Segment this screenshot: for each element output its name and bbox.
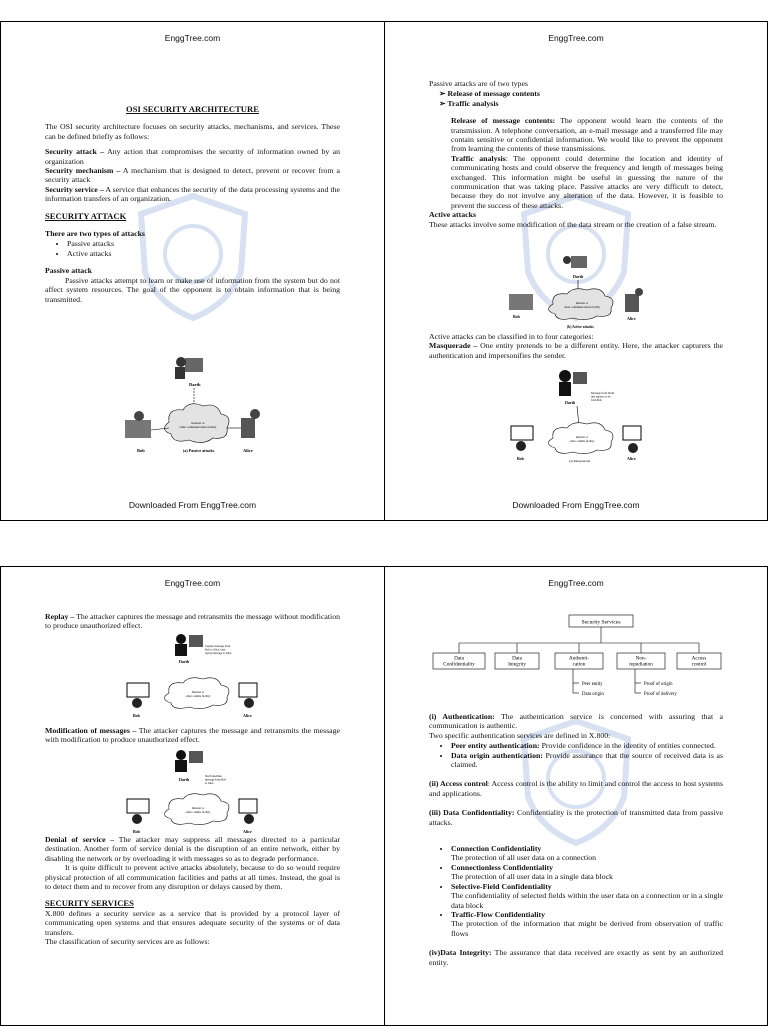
dos-paragraph: Denial of service – The attacker may suppress all messages directed to a particular destination. Another form of service denial is the disruption of an entire network, either by disabling the network or by overloading it with messages so as to degrade performance.	[45, 835, 341, 863]
page-2-body-lower	[429, 332, 723, 360]
release-paragraph: Release of message contents: The opponent would learn the contents of the transmission. A telephone conversation, an e-mail message and a transferred file may contain sensitive or confidential information. We would like to prevent the opponent from learning the contents of these transmissions.	[451, 116, 723, 154]
diagram-root-label: Security Services	[581, 619, 621, 626]
page-footer: Downloaded From EnggTree.com	[512, 500, 640, 510]
page-2-body	[429, 79, 723, 229]
alice-computer-icon	[239, 683, 257, 708]
figure-label-cloud: Internet or other communications facility	[564, 301, 600, 309]
bob-computer-icon	[509, 294, 533, 310]
figure-caption: (b) Active attacks	[567, 325, 594, 329]
active-attack-figure	[503, 254, 653, 330]
figure-note: Capture message from Bob to Alice; later replay message to Alice	[205, 645, 232, 655]
list-item: • Connectionless Confidentiality The protection of all user data in a single data block	[451, 863, 723, 882]
bob-computer-icon	[511, 426, 533, 451]
figure-label-alice: Alice	[243, 829, 252, 834]
diagram-sub-peer-entity: Peer entity	[582, 682, 603, 687]
bob-computer-icon	[127, 683, 149, 708]
authentication-paragraph: (i) Authentication: The authentication service is concerned with assuring that a communication is authentic.	[429, 712, 723, 731]
page-header: EnggTree.com	[164, 578, 221, 588]
authentication-services-intro: Two specific authentication services are defined in X.800:	[429, 730, 611, 740]
figure-label-bob: Bob	[133, 713, 140, 718]
darth-computer-icon	[175, 634, 203, 656]
list-item: • Passive attacks	[67, 239, 340, 248]
figure-label-darth: Darth	[189, 382, 201, 387]
classification-text: The classification of security services are as follows:	[45, 937, 210, 947]
diagram-node-nonrepudiation: Non-repudiation	[629, 655, 653, 668]
page-header: EnggTree.com	[164, 33, 221, 43]
figure-label-alice: Alice	[627, 456, 636, 461]
diagram-node-confidentiality: Data Confidentiality	[443, 655, 475, 668]
darth-computer-icon	[559, 370, 587, 396]
passive-types-intro: Passive attacks are of two types	[429, 79, 528, 88]
passive-attack-heading: Passive attack	[45, 266, 92, 276]
diagram-node-authentication: Authenti-cation	[569, 655, 589, 668]
page-4-body	[429, 712, 723, 967]
definition-security-mechanism: Security mechanism – A mechanism that is designed to detect, prevent or recover from a security attack	[45, 166, 340, 185]
figure-label-darth: Darth	[179, 659, 190, 664]
modification-paragraph: Modification of messages – The attacker captures the message and retransmits the message with modification to produce unauthorized effect.	[45, 726, 340, 745]
figure-label-darth: Darth	[179, 777, 190, 782]
confidentiality-list	[429, 844, 723, 938]
darth-computer-icon	[175, 357, 203, 379]
x800-paragraph: X.800 defines a security service as a service that is provided by a protocol layer of communicating open systems and that ensures adequate security of the systems or of data transfers.	[45, 908, 340, 937]
figure-label-alice: Alice	[243, 448, 253, 453]
list-item: • Data origin authentication: Provide assurance that the source of received data is as claimed.	[451, 751, 723, 770]
figure-label-cloud: Internet or other comms facility	[185, 690, 211, 698]
security-services-diagram	[429, 611, 725, 703]
figure-label-cloud: Internet or other communication facility	[179, 421, 217, 429]
active-classification-text: Active attacks can be classified in to four categories:	[429, 332, 594, 341]
figure-label-bob: Bob	[517, 456, 524, 461]
list-item: • Peer entity authentication: Provide confidence in the identity of entities connected.	[451, 741, 723, 750]
page-1-body	[45, 105, 340, 304]
authentication-list	[429, 741, 723, 769]
document-page-2	[384, 21, 768, 521]
replay-figure	[119, 633, 269, 719]
definition-security-service: Security service – A service that enhances the security of the data processing systems and the information transfers of an organization.	[45, 184, 340, 204]
list-item: • Selective-Field Confidentiality The confidentiality of selected fields within the user data on a connection or in a single data block	[451, 882, 723, 910]
page-header: EnggTree.com	[548, 33, 604, 43]
list-item: ➢ Traffic analysis	[439, 99, 723, 108]
alice-computer-icon	[625, 288, 643, 312]
replay-paragraph: Replay – The attacker captures the message and retransmits the message without modification to produce unauthorized effect.	[45, 612, 340, 631]
list-item: • Traffic-Flow Confidentiality The protection of the information that might be derived from observation of traffic flows	[451, 910, 723, 938]
list-item: ➢ Release of message contents	[439, 89, 723, 98]
intro-paragraph: The OSI security architecture focuses on security attacks, mechanisms, and services. These can be defined briefly as follows:	[45, 122, 340, 141]
section-heading-security-attack: SECURITY ATTACK	[45, 210, 127, 221]
document-page-1	[0, 21, 385, 521]
section-heading-security-services: SECURITY SERVICES	[45, 898, 134, 909]
integrity-paragraph: (iv)Data Integrity: The assurance that data received are exactly as sent by an authorized entity.	[429, 948, 723, 967]
page-title: OSI SECURITY ARCHITECTURE	[126, 104, 259, 114]
figure-label-alice: Alice	[627, 316, 636, 321]
figure-label-cloud: Internet or other comms facility	[569, 435, 595, 443]
figure-note: Darth modifies message from Bob to Alice	[205, 775, 226, 785]
page-3-body	[45, 612, 340, 631]
access-control-paragraph: (ii) Access control: Access control is the ability to limit and control the access to host systems and applications.	[429, 779, 723, 798]
list-item: • Connection Confidentiality The protection of all user data on a connection	[451, 844, 723, 863]
bob-computer-icon	[125, 411, 151, 438]
masquerade-figure	[503, 368, 653, 464]
darth-computer-icon	[175, 750, 203, 772]
traffic-paragraph: Traffic analysis: The opponent could determine the location and identity of communicating hosts and could observe the frequency and length of messages being exchanged. This information might be useful in guessing the nature of the communication that was taking place. Passive attacks are very difficult to detect, because they do not involve any alteration of the data. However, it is feasible to prevent the success of these attacks.	[451, 153, 724, 210]
list-item: • Active attacks	[67, 249, 340, 258]
passive-attack-paragraph: Passive attacks attempt to learn or make use of information from the system but do not affect system resources. The goal of the opponent is to obtain information that is being transmitted.	[45, 275, 340, 304]
masquerade-paragraph: Masquerade – One entity pretends to be a different entity. Here, the attacker capturers the authentication and impersonifies the sender.	[429, 341, 723, 360]
figure-label-darth: Darth	[565, 400, 576, 405]
attack-type-list	[45, 239, 340, 258]
page-header: EnggTree.com	[548, 578, 604, 588]
figure-label-bob: Bob	[137, 448, 145, 453]
alice-computer-icon	[241, 409, 260, 438]
document-page-3	[0, 566, 385, 1026]
passive-type-list	[429, 89, 723, 108]
prevention-paragraph: It is quite difficult to prevent active attacks absolutely, because to do so would require physical protection of all communication facilities and paths at all times. Instead, the goal is to detect them and to recover from any disruption or delays caused by them.	[45, 863, 340, 892]
figure-label-darth: Darth	[573, 274, 584, 279]
figure-label-bob: Bob	[133, 829, 140, 834]
bob-computer-icon	[127, 799, 149, 824]
document-page-4	[384, 566, 768, 1026]
figure-label-bob: Bob	[513, 314, 520, 319]
alice-computer-icon	[623, 426, 641, 453]
confidentiality-paragraph: (iii) Data Confidentiality: Confidentiality is the protection of transmitted data from passive attacks.	[429, 808, 723, 827]
figure-note: Message from Darth that appears to be from Bob	[591, 392, 614, 402]
diagram-sub-proof-origin: Proof of origin	[644, 682, 673, 687]
page-3-body-mod	[45, 726, 340, 745]
active-attack-paragraph: These attacks involve some modification of the data stream or the creation of a false stream.	[429, 219, 717, 229]
page-3-body-lower	[45, 835, 340, 946]
modification-figure	[119, 749, 269, 835]
passive-attack-figure	[119, 352, 269, 464]
page-footer: Downloaded From EnggTree.com	[128, 500, 257, 510]
figure-label-alice: Alice	[243, 713, 252, 718]
darth-computer-icon	[563, 256, 587, 268]
figure-caption: (a) Masquerade	[569, 459, 591, 463]
diagram-node-integrity: Data Integrity	[508, 655, 526, 668]
figure-label-cloud: Internet or other comms facility	[185, 806, 211, 814]
alice-computer-icon	[239, 799, 257, 824]
diagram-node-access-control: Access control	[691, 655, 707, 668]
diagram-sub-proof-delivery: Proof of delivery	[644, 692, 677, 697]
active-attack-heading: Active attacks	[429, 210, 476, 220]
figure-caption: (a) Passive attacks	[183, 448, 215, 453]
types-heading: There are two types of attacks	[45, 229, 145, 239]
diagram-sub-data-origin: Data origin	[582, 692, 604, 697]
definition-security-attack: Security attack – Any action that compromises the security of information owned by an organization	[45, 147, 340, 166]
